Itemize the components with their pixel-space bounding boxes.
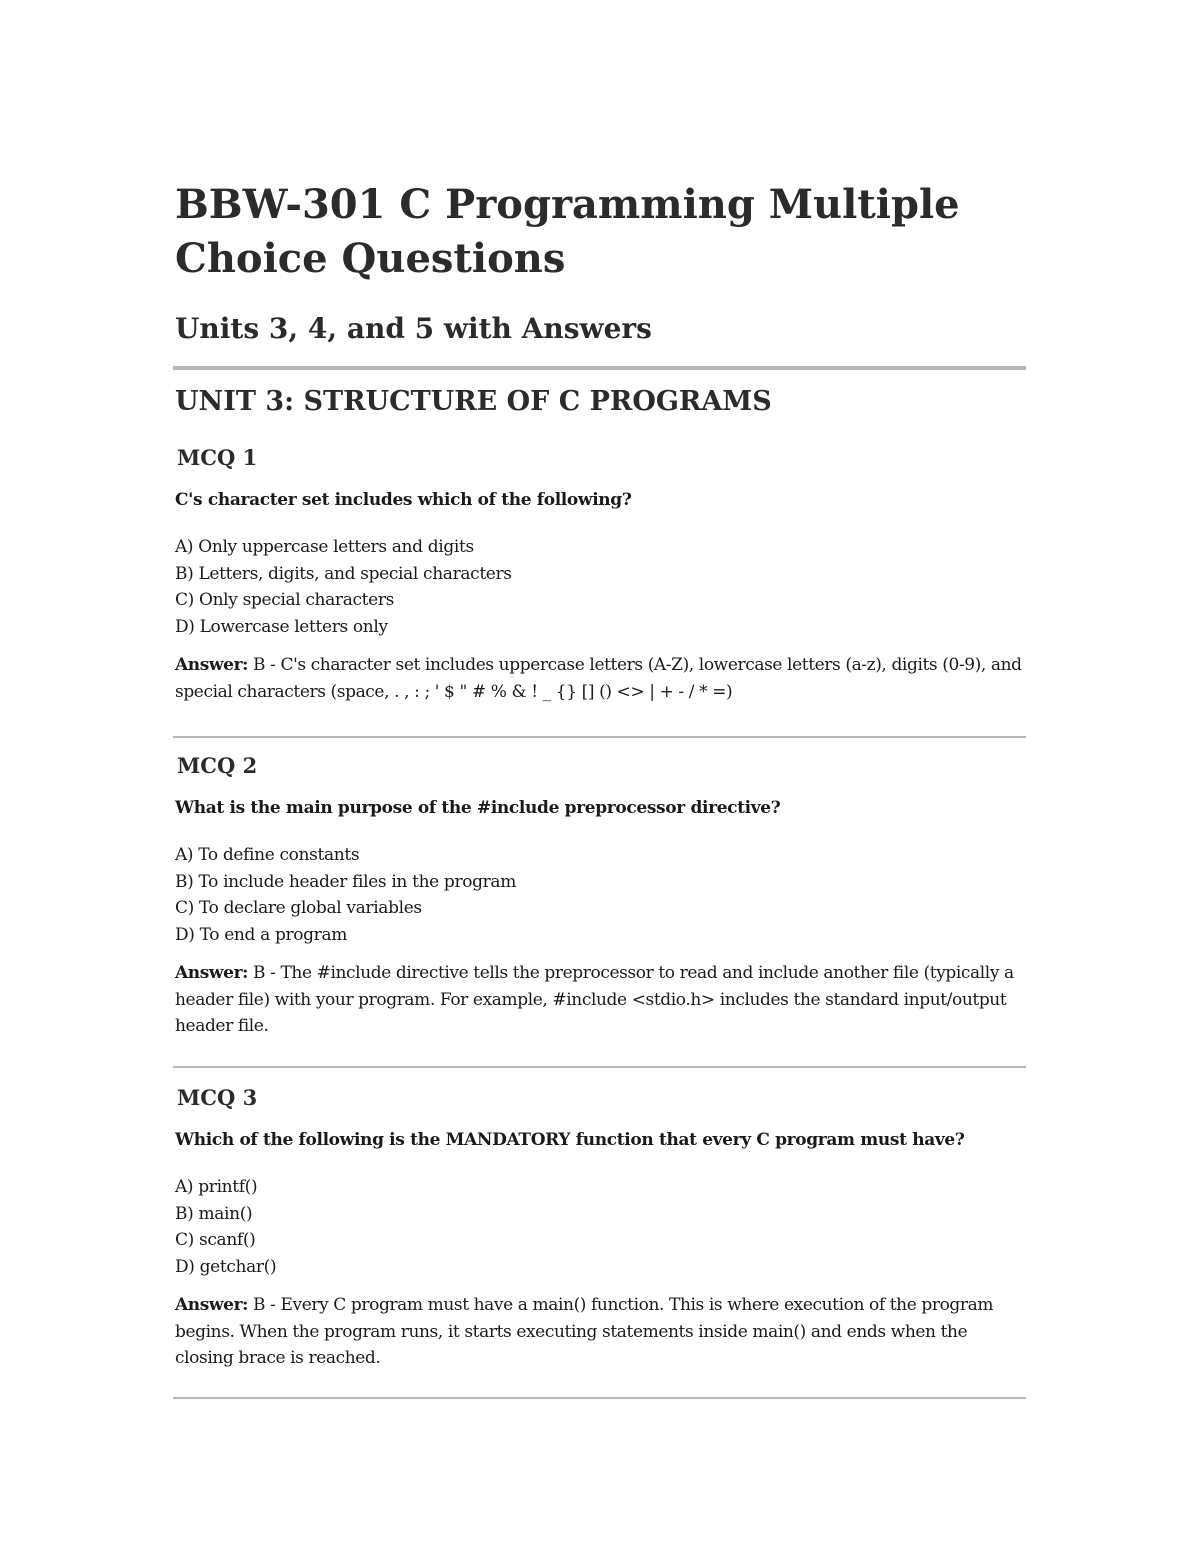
answer xyxy=(175,652,1026,705)
answer-label: Answer: xyxy=(175,1295,249,1315)
option-d: D) Lowercase letters only xyxy=(175,616,388,637)
option-b: B) main() xyxy=(175,1203,253,1224)
divider xyxy=(173,1397,1026,1399)
question-text: C's character set includes which of the following? xyxy=(175,490,632,510)
answer-label: Answer: xyxy=(175,655,249,675)
document-title: BBW-301 C Programming Multiple Choice Questions xyxy=(175,181,960,282)
option-d: D) To end a program xyxy=(175,924,348,945)
options-list xyxy=(175,1174,276,1280)
divider xyxy=(173,736,1026,738)
unit-title: UNIT 3: STRUCTURE OF C PROGRAMS xyxy=(175,386,772,417)
question-text: Which of the following is the MANDATORY function that every C program must have? xyxy=(175,1130,965,1150)
answer xyxy=(175,1292,1026,1372)
question-text: What is the main purpose of the #include preprocessor directive? xyxy=(175,798,781,818)
option-c: C) To declare global variables xyxy=(175,898,422,918)
option-b: B) To include header files in the program xyxy=(175,871,516,892)
option-a: A) Only uppercase letters and digits xyxy=(175,537,474,557)
options-list xyxy=(175,534,512,640)
mcq-label: MCQ 3 xyxy=(177,1085,258,1110)
divider xyxy=(173,1066,1026,1068)
option-c: C) Only special characters xyxy=(175,590,395,610)
option-a: A) To define constants xyxy=(175,845,360,865)
option-d: D) getchar() xyxy=(175,1256,277,1277)
answer-label: Answer: xyxy=(175,963,249,983)
option-a: A) printf() xyxy=(175,1177,258,1197)
divider xyxy=(173,368,1026,370)
options-list xyxy=(175,842,516,948)
answer xyxy=(175,960,1026,1040)
mcq-label: MCQ 1 xyxy=(177,445,258,470)
document-subtitle: Units 3, 4, and 5 with Answers xyxy=(175,312,652,345)
option-b: B) Letters, digits, and special characters xyxy=(175,563,512,584)
mcq-label: MCQ 2 xyxy=(177,753,258,778)
answer-text: B - Every C program must have a main() function. This is where execution of the program begins. When the program runs, it starts executing statements inside main() and ends when the closing brace is reached. xyxy=(175,1295,994,1368)
answer-text: B - The #include directive tells the preprocessor to read and include another file (typically a header file) with your program. For example, #include <stdio.h> includes the standard input/output header file. xyxy=(175,963,1014,1036)
answer-text: B - C's character set includes uppercase letters (A-Z), lowercase letters (a-z), digits (0-9), and special characters (space, . , : ; ' $ " # % & ! _ {} [] () <> | + - / * =) xyxy=(175,655,1022,702)
option-c: C) scanf() xyxy=(175,1230,256,1250)
